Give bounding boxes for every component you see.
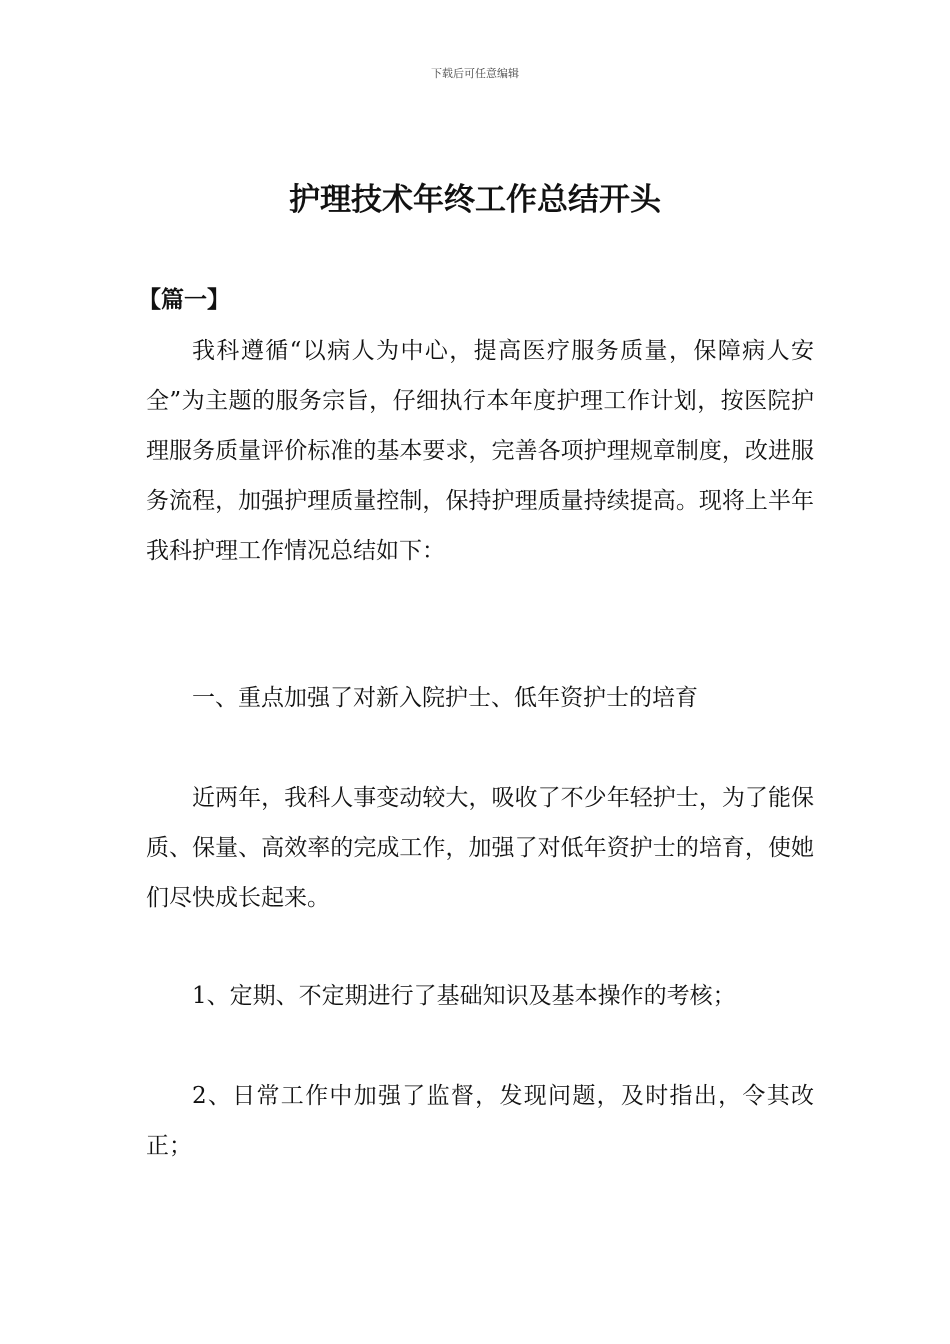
list-item: 2、日常工作中加强了监督，发现问题，及时指出，令其改正； — [146, 1083, 814, 1159]
header-note: 下载后可任意编辑 — [431, 67, 519, 80]
paragraph-intro: 我科遵循“以病人为中心，提高医疗服务质量，保障病人安全”为主题的服务宗旨，仔细执行本年度护理工作计划，按医院护理服务质量评价标准的基本要求，完善各项护理规章制度，改进服务流程，加强护理质量控制，保持护理质量持续提高。现将上半年我科护理工作情况总结如下： — [146, 338, 814, 564]
document-title: 护理技术年终工作总结开头 — [289, 182, 661, 218]
paragraph-training: 近两年，我科人事变动较大，吸收了不少年轻护士，为了能保质、保量、高效率的完成工作，加强了对低年资护士的培育，使她们尽快成长起来。 — [146, 785, 814, 911]
section-label: 【篇一】 — [138, 286, 230, 313]
list-item: 1、定期、不定期进行了基础知识及基本操作的考核； — [192, 983, 736, 1009]
section-heading: 一、重点加强了对新入院护士、低年资护士的培育 — [192, 685, 698, 711]
